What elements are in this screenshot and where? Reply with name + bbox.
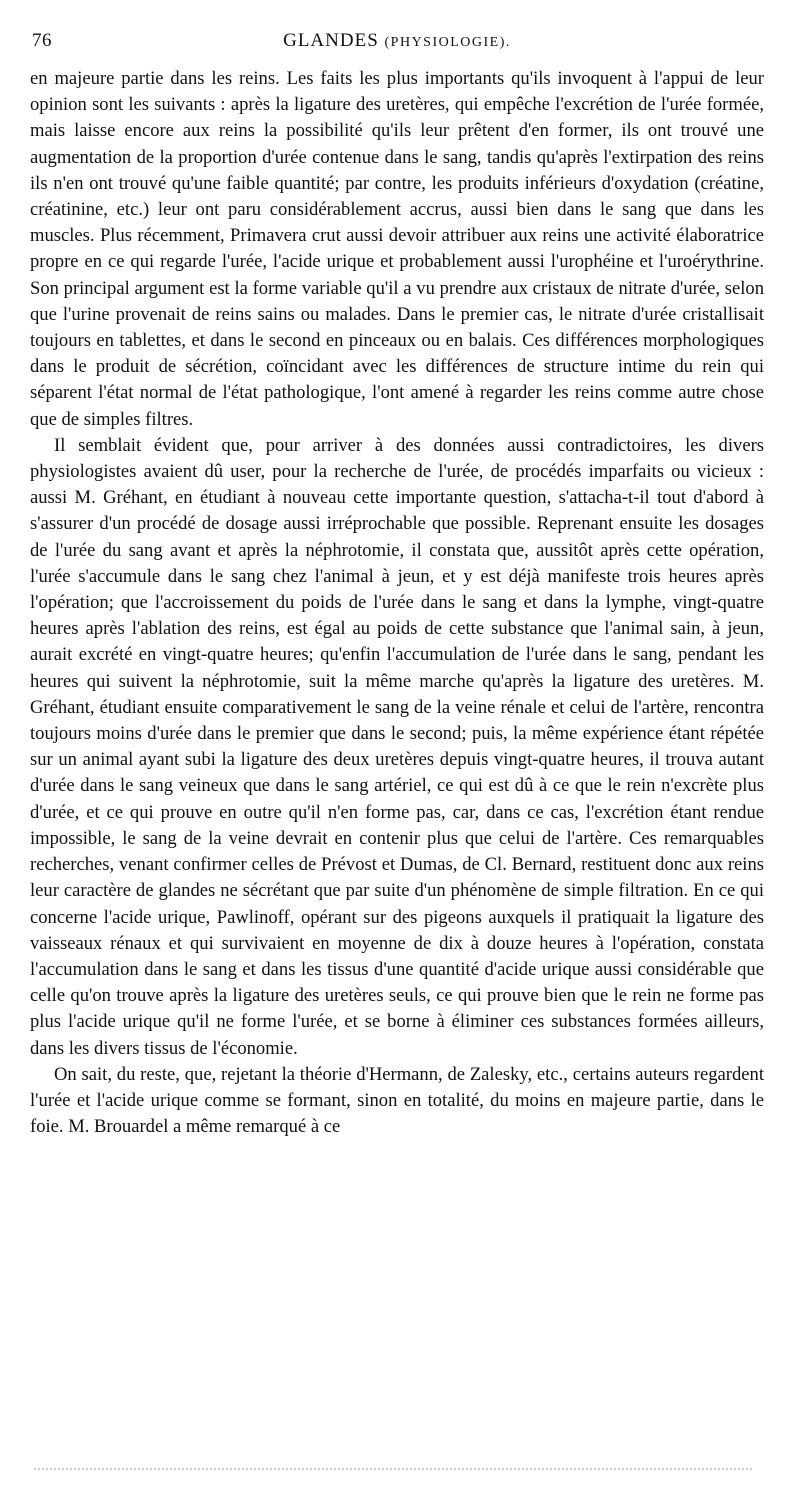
page-number: 76 — [32, 30, 52, 51]
paragraph-continued: en majeure partie dans les reins. Les faits les plus importants qu'ils invoquent à l'appui de leur opinion sont les suivants : après la ligature des uretères, qui empêche l'excrétion de l'urée formée, mais laisse encore aux reins la possibilité qu'ils leur prêtent d'en former, ils ont trouvé une augmentation de la proportion d'urée contenue dans le sang, tandis qu'après l'extirpation des reins ils n'en ont trouvé qu'une faible quantité; par contre, les produits inférieurs d'oxydation (créatine, créatinine, etc.) leur ont paru considérablement accrus, aussi bien dans le sang que dans les muscles. Plus récemment, Primavera crut aussi devoir attribuer aux reins une activité élaboratrice propre en ce qui regarde l'urée, l'acide urique et probablement aussi l'urophéine et l'uroérythrine. Son principal argument est la forme variable qu'il a vu prendre aux cristaux de nitrate d'urée, selon que l'urine provenait de reins sains ou malades. Dans le premier cas, le nitrate d'urée cristallisait toujours en tablettes, et dans le second en pinceaux ou en balais. Ces différences morphologiques dans le produit de sécrétion, coïncidant avec les différences de structure intime du rein qui séparent l'état normal de l'état pathologique, l'ont amené à regarder les reins comme autre chose que de simples filtres. — [30, 68, 764, 430]
chapter-subtitle: (PHYSIOLOGIE). — [384, 35, 511, 50]
document-page — [30, 26, 764, 1140]
paragraph-liver: On sait, du reste, que, rejetant la théorie d'Hermann, de Zalesky, etc., certains auteurs regardent l'urée et l'acide urique comme se formant, sinon en totalité, du moins en majeure partie, dans le foie. M. Brouardel a même remarqué à ce — [30, 1063, 764, 1138]
body-text — [30, 66, 764, 1140]
running-head — [30, 26, 764, 54]
footer-rule — [34, 1468, 752, 1470]
chapter-title: GLANDES — [283, 30, 379, 51]
running-title — [30, 30, 764, 52]
paragraph-grehant: Il semblait évident que, pour arriver à des données aussi contradictoires, les divers physiologistes avaient dû user, pour la recherche de l'urée, de procédés imparfaits ou vicieux : aussi M. Gréhant, en étudiant à nouveau cette importante question, s'attacha-t-il tout d'abord à s'assurer d'un procédé de dosage aussi irréprochable que possible. Reprenant ensuite les dosages de l'urée du sang avant et après la néphrotomie, il constata que, aussitôt après cette opération, l'urée s'accumule dans le sang chez l'animal à jeun, et y est déjà manifeste trois heures après l'opération; que l'accroissement du poids de l'urée dans le sang et dans la lymphe, vingt-quatre heures après l'ablation des reins, est égal au poids de cette substance que l'animal sain, à jeun, aurait excrété en vingt-quatre heures; qu'enfin l'accumulation de l'urée dans le sang, pendant les heures qui suivent la néphrotomie, suit la même marche qu'après la ligature des uretères. M. Gréhant, étudiant ensuite comparativement le sang de la veine rénale et celui de l'artère, rencontra toujours moins d'urée dans le premier que dans le second; puis, la même expérience étant répétée sur un animal ayant subi la ligature des deux uretères depuis vingt-quatre heures, il trouva autant d'urée dans le sang veineux que dans le sang artériel, ce qui est dû à ce que le rein n'excrète plus d'urée, et ce qui prouve en outre qu'il n'en forme pas, car, dans ce cas, l'excrétion étant rendue impossible, le sang de la veine devrait en contenir plus que celui de l'artère. Ces remarquables recherches, venant confirmer celles de Prévost et Dumas, de Cl. Bernard, restituent donc aux reins leur caractère de glandes ne sécrétant que par suite d'un phénomène de simple filtration. En ce qui concerne l'acide urique, Pawlinoff, opérant sur des pigeons auxquels il pratiquait la ligature des vaisseaux rénaux et qui survivaient en moyenne de dix à douze heures à l'opération, constata l'accumulation dans le sang et dans les tissus d'une quantité d'acide urique aussi considérable que celle qu'on trouve après la ligature des uretères seuls, ce qui prouve bien que le rein ne forme pas plus l'acide urique qu'il ne forme l'urée, et se borne à éliminer ces substances formées ailleurs, dans les divers tissus de l'économie. — [30, 434, 764, 1059]
